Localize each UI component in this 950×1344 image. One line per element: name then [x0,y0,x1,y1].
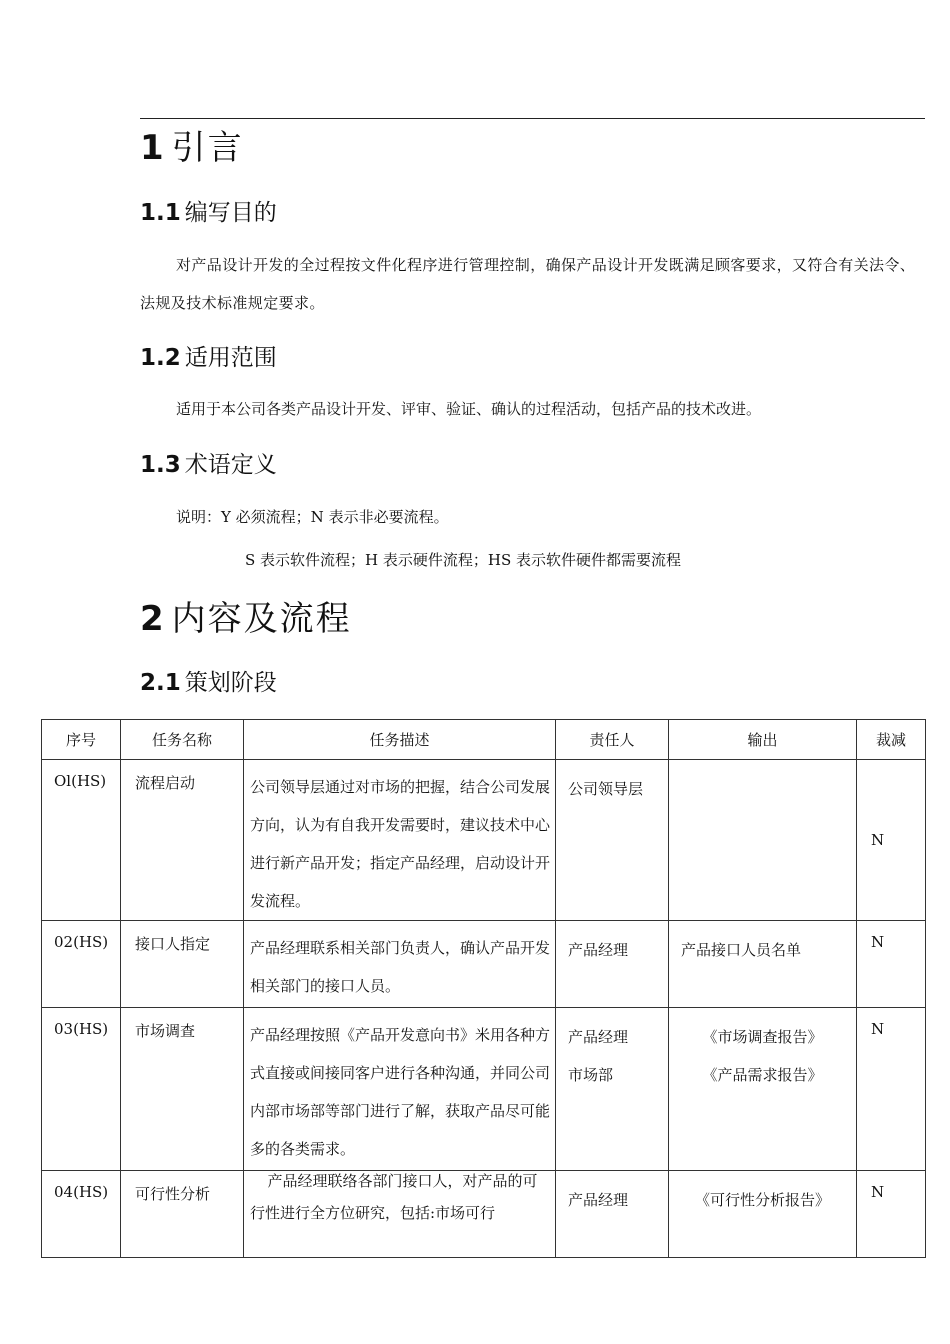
description-line: 行性进行全方位研究，包括:市场可行 [250,1204,496,1222]
owner-line: 产品经理 [568,941,629,959]
section-number: 1.3 [140,452,181,478]
task-output [669,760,857,921]
section-1-1-heading [140,194,277,227]
column-header-task-description: 任务描述 [244,720,556,760]
task-description: 产品经理按照《产品开发意向书》米用各种方式直接或间接同客户进行各种沟通，并同公司内部市场部等部门进行了解，获取产品尽可能多的各类需求。 [244,1008,556,1171]
task-tailoring: N [857,760,926,921]
task-tailoring: N [857,921,926,1008]
output-line: 产品接口人员名单 [681,941,802,959]
owner-line: 市场部 [568,1066,614,1084]
purpose-paragraph: 对产品设计开发的全过程按文件化程序进行管理控制，确保产品设计开发既满足顾客要求，又符合有关法令、法规及技术标准规定要求。 [140,256,916,312]
header-rule [140,118,925,119]
task-name: 接口人指定 [121,921,244,1008]
table-row [42,1171,926,1258]
column-header-tailoring: 裁减 [857,720,926,760]
section-1-3-heading [140,446,277,479]
task-description [244,1171,556,1258]
section-1-heading [140,120,244,169]
owner-line: 公司领导层 [568,780,644,798]
section-number: 1.2 [140,345,181,371]
section-title: 适用范围 [184,345,277,371]
section-number: 2.1 [140,670,181,696]
table-row [42,921,926,1008]
task-name: 可行性分析 [121,1171,244,1258]
section-number: 2 [140,599,164,639]
task-id: 04(HS) [42,1171,121,1258]
task-name: 市场调查 [121,1008,244,1171]
output-line: 《市场调查报告》 [702,1028,823,1046]
table-row [42,760,926,921]
column-header-output: 输出 [669,720,857,760]
terms-note-2: S 表示软件流程；H 表示硬件流程；HS 表示软件硬件都需要流程 [245,551,682,569]
task-name: 流程启动 [121,760,244,921]
section-title: 引言 [171,128,244,168]
output-line: 《可行性分析报告》 [694,1191,830,1209]
section-1-2-heading [140,339,277,372]
column-header-task-name: 任务名称 [121,720,244,760]
task-description: 产品经理联系相关部门负责人，确认产品开发相关部门的接口人员。 [244,921,556,1008]
task-tailoring: N [857,1008,926,1171]
section-title: 术语定义 [184,452,277,478]
task-output [669,1171,857,1258]
task-description: 公司领导层通过对市场的把握，结合公司发展方向，认为有自我开发需要时，建议技术中心进行新产品开发；指定产品经理，启动设计开发流程。 [244,760,556,921]
task-owner [556,921,669,1008]
column-header-id: 序号 [42,720,121,760]
owner-line: 产品经理 [568,1028,629,1046]
output-line: 《产品需求报告》 [702,1066,823,1084]
task-owner [556,1008,669,1171]
table-row [42,1008,926,1171]
section-title: 策划阶段 [184,670,277,696]
section-2-1-heading [140,664,277,697]
planning-task-table [41,719,926,1258]
task-tailoring: N [857,1171,926,1258]
task-owner [556,760,669,921]
task-owner [556,1171,669,1258]
task-output [669,921,857,1008]
scope-paragraph: 适用于本公司各类产品设计开发、评审、验证、确认的过程活动，包括产品的技术改进。 [176,400,762,418]
description-line: 产品经理联络各部门接口人，对产品的可 [267,1172,538,1190]
section-number: 1.1 [140,200,181,226]
section-number: 1 [140,128,164,168]
task-id: 02(HS) [42,921,121,1008]
table-header-row [42,720,926,760]
terms-note-1: 说明：Y 必须流程；N 表示非必要流程。 [176,508,449,526]
task-output [669,1008,857,1171]
section-2-heading [140,591,352,640]
column-header-owner: 责任人 [556,720,669,760]
section-title: 内容及流程 [171,599,352,639]
task-id: 03(HS) [42,1008,121,1171]
owner-line: 产品经理 [568,1191,629,1209]
task-id: Ol(HS) [42,760,121,921]
section-title: 编写目的 [184,200,277,226]
